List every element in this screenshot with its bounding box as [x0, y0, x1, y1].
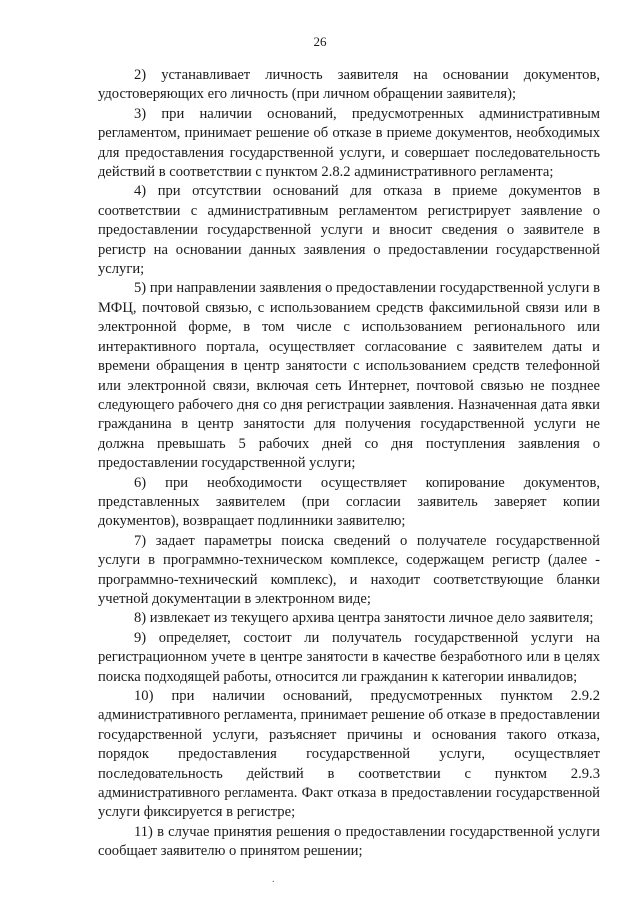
paragraph-item-10: 10) при наличии оснований, предусмотренных пунктом 2.9.2 административного регламента, принимает решение об отказе в предоставлении государственной услуги, разъясняет причины и основания такого отказа, порядок предоставления государственной услуги, осуществляет последовательность действий в соответствии с пунктом 2.9.3 административного регламента. Факт отказа в предоставлении государственной услуги фиксируется в регистре;	[98, 688, 600, 821]
paragraph-item-9: 9) определяет, состоит ли получатель государственной услуги на регистрационном учете в центре занятости в качестве безработного или в целях поиска подходящей работы, относится ли гражданин к категории инвалидов;	[98, 629, 600, 685]
paragraph-item-6: 6) при необходимости осуществляет копирование документов, представленных заявителем (при согласии заявитель заверяет копии документов), возвращает подлинники заявителю;	[98, 474, 600, 530]
paragraph-item-5: 5) при направлении заявления о предоставлении государственной услуги в МФЦ, почтовой связью, с использованием средств факсимильной связи или в электронной форме, в том числе с использованием регионального или интерактивного портала, осуществляет согласование с заявителем даты и времени обращения в центр занятости с использованием средств телефонной или электронной связи, включая сеть Интернет, почтовой связью не позднее следующего рабочего дня со дня регистрации заявления. Назначенная дата явки гражданина в центр занятости для получения государственной услуги не должна превышать 5 рабочих дней со дня поступления заявления о предоставлении государственной услуги;	[98, 280, 600, 472]
paragraph-item-2: 2) устанавливает личность заявителя на основании документов, удостоверяющих его личность (при личном обращении заявителя);	[98, 67, 600, 103]
paragraph-item-11: 11) в случае принятия решения о предоставлении государственной услуги сообщает заявителю о принятом решении;	[98, 823, 600, 860]
document-body	[98, 66, 600, 862]
paragraph-item-4: 4) при отсутствии оснований для отказа в приеме документов в соответствии с административным регламентом регистрирует заявление о предоставлении государственной услуги и вносит сведения о заявителе в регистр на основании данных заявления о предоставлении государственной услуги;	[98, 183, 600, 278]
footer-mark: .	[272, 874, 275, 885]
paragraph-item-7: 7) задает параметры поиска сведений о получателе государственной услуги в программно-техническом комплексе, содержащем регистр (далее - программно-технический комплекс), и находит соответствующие бланки учетной документации в электронном виде;	[98, 532, 600, 607]
paragraph-item-3: 3) при наличии оснований, предусмотренных административным регламентом, принимает решение об отказе в приеме документов, необходимых для предоставления государственной услуги, и совершает последовательность действий в соответствии с пунктом 2.8.2 административного регламента;	[98, 105, 600, 181]
paragraph-item-8: 8) извлекает из текущего архива центра занятости личное дело заявителя;	[134, 610, 594, 627]
page-number: 26	[313, 34, 327, 49]
